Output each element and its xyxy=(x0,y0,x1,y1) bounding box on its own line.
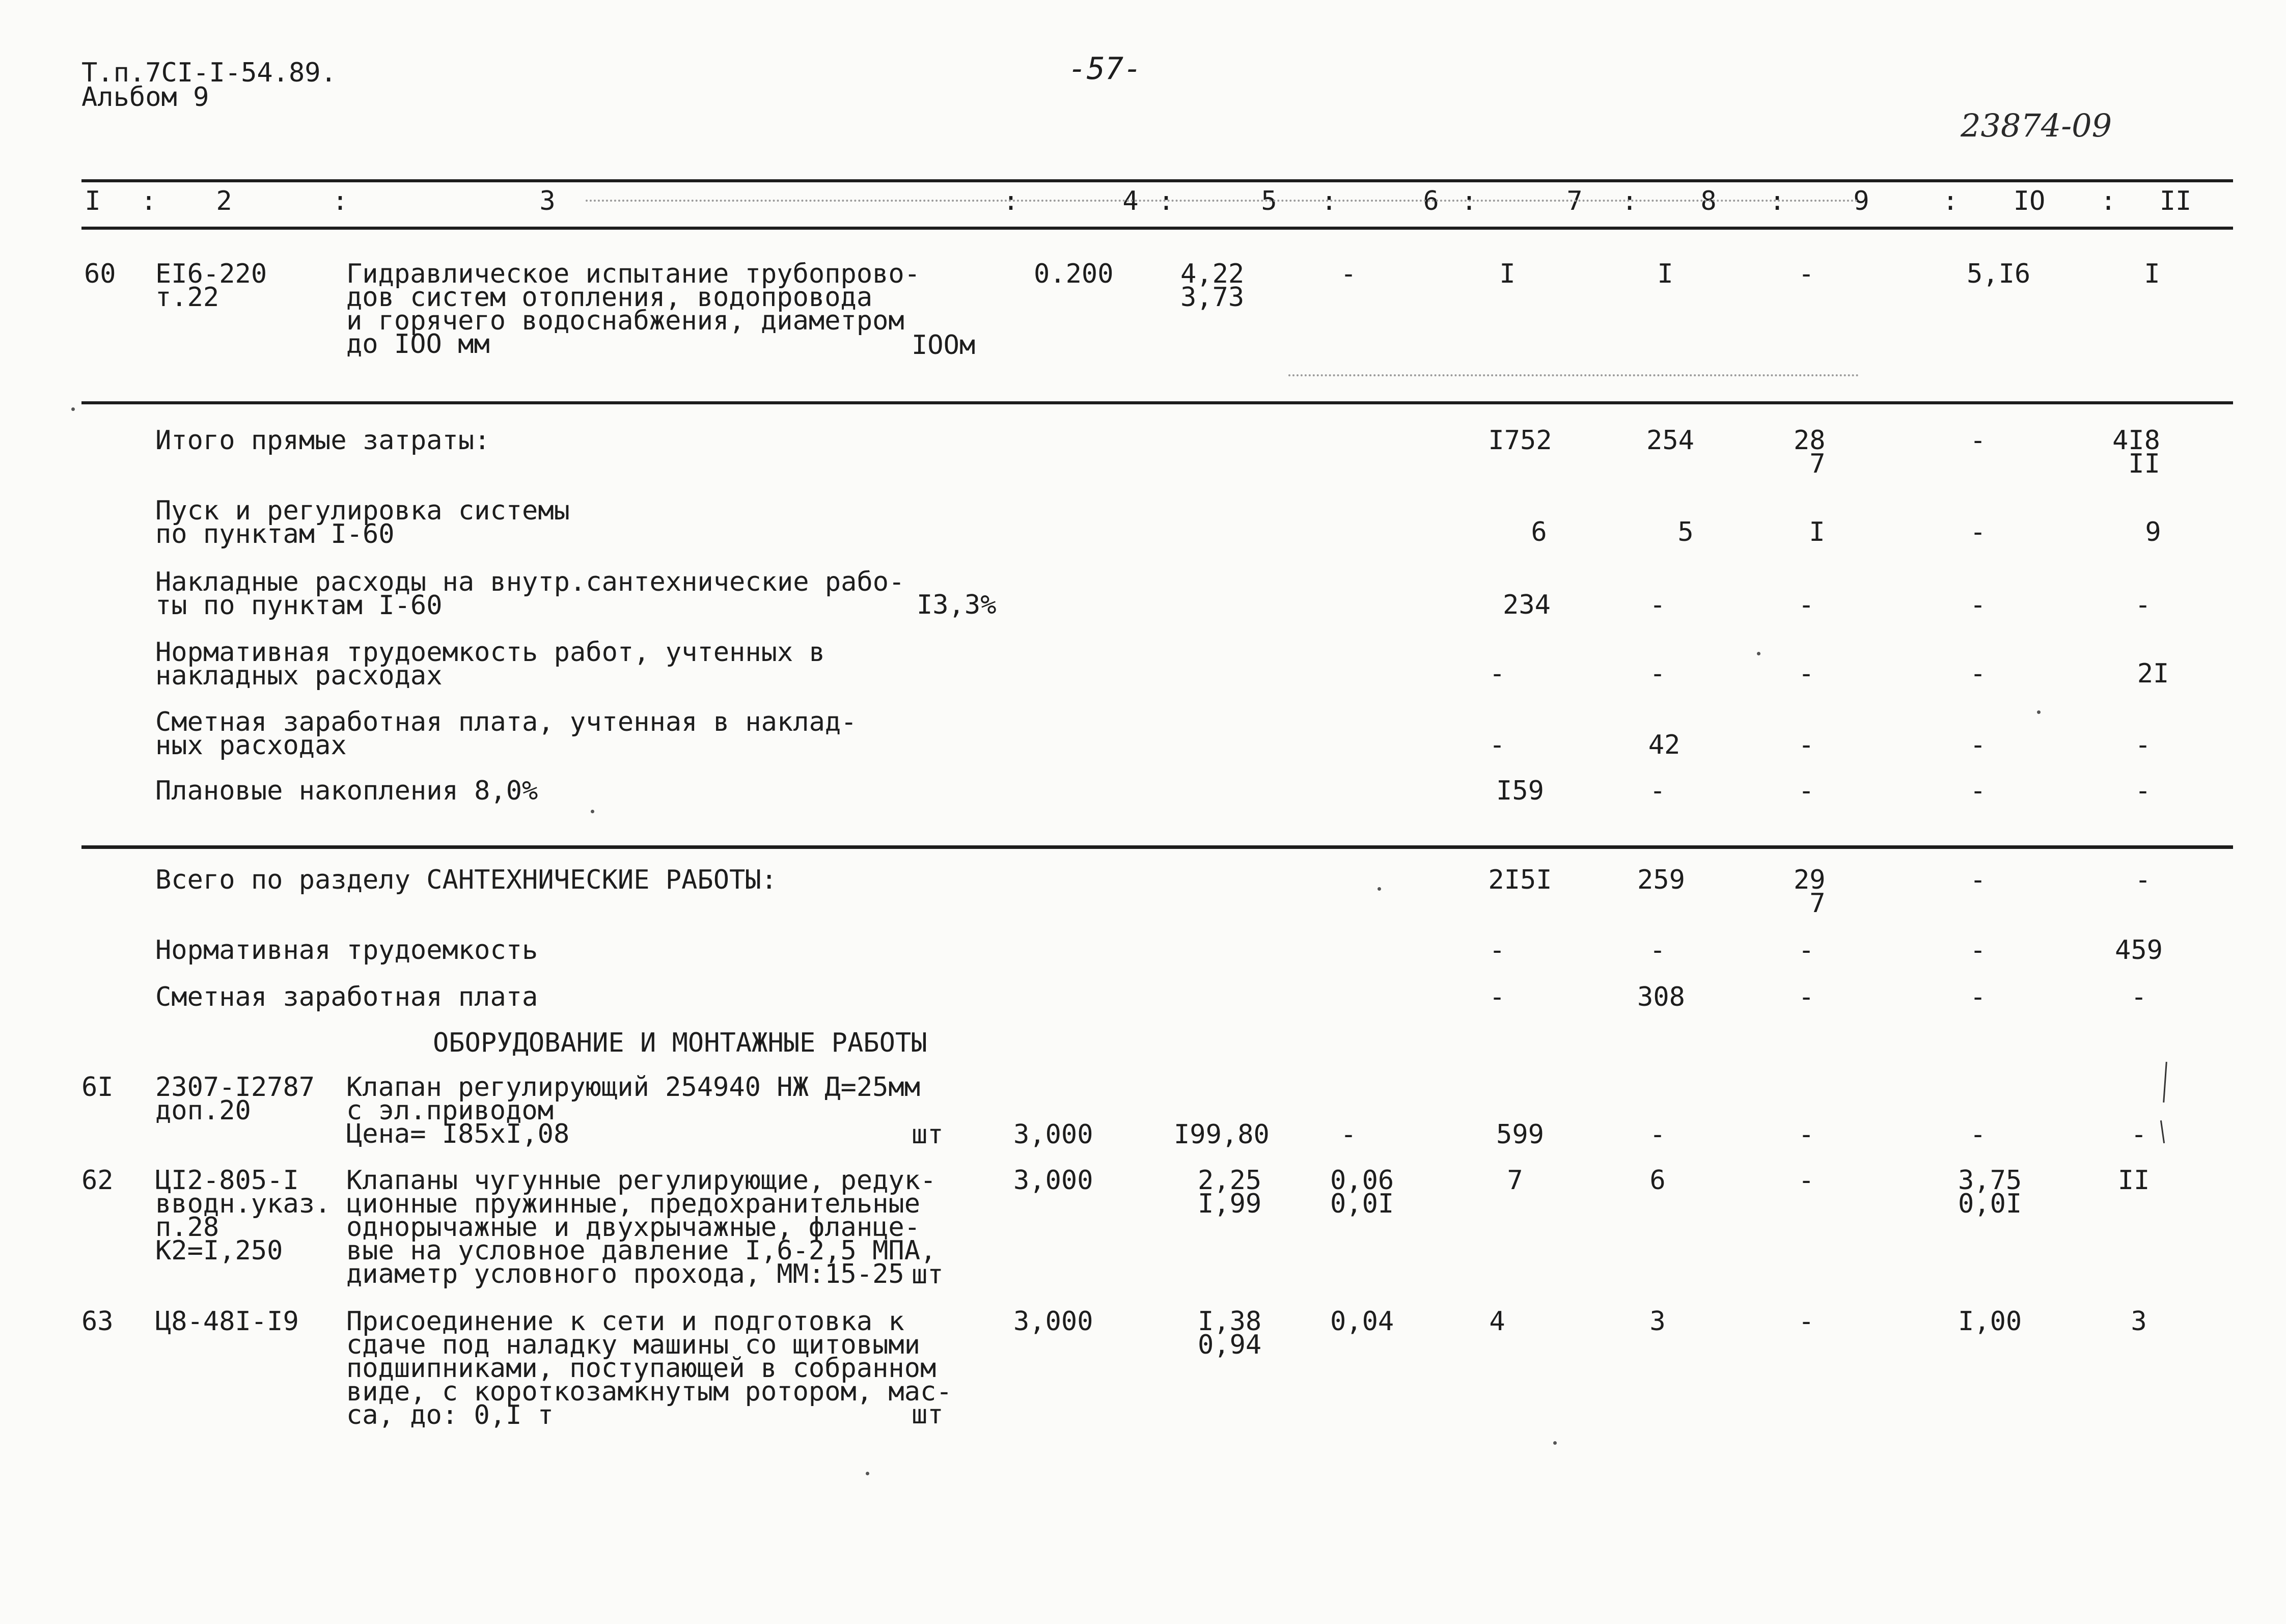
col-header-5: 5 xyxy=(1261,186,1277,216)
row60-col6: - xyxy=(1340,259,1357,289)
summary-wages-overhead-col11: - xyxy=(2135,730,2151,760)
scan-speck xyxy=(71,407,75,411)
summary-overhead-col10: - xyxy=(1970,590,1986,620)
album-number: Альбом 9 xyxy=(81,82,209,113)
row63-col10: I,00 xyxy=(1958,1306,2022,1337)
summary-wages-overhead-col8: 42 xyxy=(1648,730,1681,760)
col-header-4: 4 xyxy=(1122,186,1139,216)
row60-code: EI6-220 т.22 xyxy=(155,259,267,313)
row63-code: Ц8-48I-I9 xyxy=(155,1306,299,1337)
row61-quantity: 3,000 xyxy=(1013,1119,1093,1150)
summary-direct-costs-col9: 28 7 xyxy=(1794,425,1826,479)
row62-unit: шт xyxy=(912,1259,944,1290)
row61-col7: 599 xyxy=(1496,1119,1544,1150)
scan-speck xyxy=(1757,652,1760,655)
section-total-col9: 29 7 xyxy=(1794,865,1826,919)
section-labor-col11: 459 xyxy=(2115,935,2163,966)
header-bottom-rule xyxy=(81,227,2233,230)
summary-direct-costs-col8: 254 xyxy=(1646,425,1694,456)
row61-col11: - xyxy=(2131,1119,2147,1150)
summary-planned-savings-col10: - xyxy=(1970,776,1986,806)
col-header-11: II xyxy=(2159,186,2192,216)
header-dotted-guide xyxy=(586,200,1859,202)
section-wages-col7: - xyxy=(1489,982,1505,1012)
row60-col5: 4,22 3,73 xyxy=(1180,259,1245,313)
col-separator: : xyxy=(1321,186,1337,216)
summary-labor-overhead-col8: - xyxy=(1649,658,1666,689)
row62-code: ЦI2-805-I вводн.указ. п.28 К2=I,250 xyxy=(155,1165,331,1266)
row62-col7: 7 xyxy=(1507,1165,1523,1196)
summary-wages-overhead-col9: - xyxy=(1798,730,1814,760)
row61-col8: - xyxy=(1649,1119,1666,1150)
col-separator: : xyxy=(141,186,157,216)
row60-col8: I xyxy=(1657,259,1673,289)
summary-overhead-col9: - xyxy=(1798,590,1814,620)
section-total-col11: - xyxy=(2135,865,2151,895)
scan-speck xyxy=(1553,1441,1557,1445)
col-header-7: 7 xyxy=(1566,186,1583,216)
row61-col9: - xyxy=(1798,1119,1814,1150)
section-total-col8: 259 xyxy=(1637,865,1685,895)
summary-overhead-col7: 234 xyxy=(1503,590,1551,620)
block-rule-2 xyxy=(81,845,2233,849)
block-rule-1 xyxy=(81,401,2233,404)
summary-direct-costs-col11: 4I8 II xyxy=(2112,425,2160,479)
summary-startup-col9: I xyxy=(1809,517,1825,547)
summary-startup-col8: 5 xyxy=(1677,517,1694,547)
row63-col6: 0,04 xyxy=(1330,1306,1394,1337)
row62-col10: 3,75 0,0I xyxy=(1958,1165,2022,1219)
row62-quantity: 3,000 xyxy=(1013,1165,1093,1196)
row60-quantity: 0.200 xyxy=(1034,259,1114,289)
section-wages-col9: - xyxy=(1798,982,1814,1012)
summary-direct-costs-col7: I752 xyxy=(1488,425,1552,456)
row61-col10: - xyxy=(1970,1119,1986,1150)
margin-mark xyxy=(2163,1062,2167,1103)
section-total-col10: - xyxy=(1970,865,1986,895)
row60-dotted-guide xyxy=(1288,374,1859,376)
col-separator: : xyxy=(1769,186,1785,216)
row61-number: 6I xyxy=(81,1072,114,1103)
summary-overhead-rate: I3,3% xyxy=(917,590,997,620)
summary-wages-overhead-col7: - xyxy=(1489,730,1505,760)
row63-unit: шт xyxy=(912,1399,944,1430)
col-header-2: 2 xyxy=(216,186,232,216)
handwritten-stamp: 23874-09 xyxy=(1961,107,2112,144)
summary-wages-overhead-col10: - xyxy=(1970,730,1986,760)
summary-labor-overhead-col10: - xyxy=(1970,658,1986,689)
col-header-3: 3 xyxy=(539,186,556,216)
summary-labor-overhead-col9: - xyxy=(1798,658,1814,689)
row61-code: 2307-I2787 доп.20 xyxy=(155,1072,315,1126)
row63-description: Присоединение к сети и подготовка к сдаче под наладку машины со щитовыми подшипниками, поступающей в собранном виде, с короткозамкнутым ротором, мас- са, до: 0,I т xyxy=(346,1306,952,1430)
col-header-9: 9 xyxy=(1853,186,1869,216)
summary-planned-savings-label: Плановые накопления 8,0% xyxy=(155,776,538,806)
summary-direct-costs-label: Итого прямые затраты: xyxy=(155,425,490,456)
summary-overhead-col11: - xyxy=(2135,590,2151,620)
summary-wages-overhead-label: Сметная заработная плата, учтенная в наклад- ных расходах xyxy=(155,707,857,761)
page-number: -57- xyxy=(1068,51,1142,87)
summary-direct-costs-col10: - xyxy=(1970,425,1986,456)
section-wages-col11: - xyxy=(2131,982,2147,1012)
summary-labor-overhead-col7: - xyxy=(1489,658,1505,689)
scan-speck xyxy=(1378,887,1381,891)
summary-startup-label: Пуск и регулировка системы по пунктам I-60 xyxy=(155,496,570,549)
section-wages-label: Сметная заработная плата xyxy=(155,982,538,1012)
col-header-6: 6 xyxy=(1423,186,1439,216)
row60-unit: IOOм xyxy=(912,330,976,361)
section-labor-col8: - xyxy=(1649,935,1666,966)
row61-col5: I99,80 xyxy=(1174,1119,1270,1150)
row63-col5: I,38 0,94 xyxy=(1198,1306,1262,1360)
row61-col6: - xyxy=(1340,1119,1357,1150)
col-separator: : xyxy=(2100,186,2116,216)
row61-description: Клапан регулирующий 254940 НЖ Д=25мм с эл.приводом Цена= I85xI,08 xyxy=(346,1072,921,1149)
section-total-col7: 2I5I xyxy=(1488,865,1552,895)
row62-number: 62 xyxy=(81,1165,114,1196)
summary-startup-col7: 6 xyxy=(1531,517,1547,547)
margin-mark xyxy=(2160,1120,2165,1143)
row60-number: 60 xyxy=(84,259,116,289)
scan-speck xyxy=(591,810,594,813)
summary-startup-col10: - xyxy=(1970,517,1986,547)
col-header-1: I xyxy=(85,186,101,216)
summary-planned-savings-col8: - xyxy=(1649,776,1666,806)
row63-col11: 3 xyxy=(2131,1306,2147,1337)
row62-col9: - xyxy=(1798,1165,1814,1196)
document-reference: Т.п.7СI-I-54.89. xyxy=(81,58,337,88)
row63-number: 63 xyxy=(81,1306,114,1337)
header-top-rule xyxy=(81,179,2233,182)
summary-planned-savings-col11: - xyxy=(2135,776,2151,806)
scan-speck xyxy=(2037,710,2041,714)
row62-col5: 2,25 I,99 xyxy=(1198,1165,1262,1219)
row62-description: Клапаны чугунные регулирующие, редук- ционные пружинные, предохранительные однорычажные и двухрычажные, фланце- вые на условное давление I,6-2,5 МПА, диаметр условного прохода, ММ:15-25 xyxy=(346,1165,937,1289)
summary-planned-savings-col7: I59 xyxy=(1496,776,1544,806)
summary-startup-col11: 9 xyxy=(2145,517,2161,547)
col-separator: : xyxy=(1158,186,1174,216)
section-labor-col9: - xyxy=(1798,935,1814,966)
row60-col10: 5,I6 xyxy=(1967,259,2031,289)
col-separator: : xyxy=(1621,186,1638,216)
col-header-10: IO xyxy=(2013,186,2046,216)
summary-labor-overhead-col11: 2I xyxy=(2137,658,2169,689)
col-header-8: 8 xyxy=(1700,186,1717,216)
row60-col7: I xyxy=(1499,259,1516,289)
row62-col8: 6 xyxy=(1649,1165,1666,1196)
summary-planned-savings-col9: - xyxy=(1798,776,1814,806)
section-wages-col8: 308 xyxy=(1637,982,1685,1012)
section-labor-label: Нормативная трудоемкость xyxy=(155,935,538,966)
col-separator: : xyxy=(1942,186,1959,216)
row63-col7: 4 xyxy=(1489,1306,1505,1337)
row60-col11: I xyxy=(2144,259,2160,289)
row62-col11: II xyxy=(2117,1165,2150,1196)
scan-speck xyxy=(866,1472,869,1475)
section-total-label: Всего по разделу САНТЕХНИЧЕСКИЕ РАБОТЫ: xyxy=(155,865,777,895)
row63-col9: - xyxy=(1798,1306,1814,1337)
row63-quantity: 3,000 xyxy=(1013,1306,1093,1337)
section-labor-col7: - xyxy=(1489,935,1505,966)
summary-overhead-label: Накладные расходы на внутр.сантехнические рабо- ты по пунктам I-60 xyxy=(155,567,905,621)
section-wages-col10: - xyxy=(1970,982,1986,1012)
row62-col6: 0,06 0,0I xyxy=(1330,1165,1394,1219)
col-separator: : xyxy=(1461,186,1477,216)
row60-description: Гидравлическое испытание трубопрово- дов систем отопления, водопровода и горячего водоснабжения, диаметром до IOO мм xyxy=(346,259,921,360)
row60-col9: - xyxy=(1798,259,1814,289)
col-separator: : xyxy=(332,186,348,216)
equipment-section-heading: ОБОРУДОВАНИЕ И МОНТАЖНЫЕ РАБОТЫ xyxy=(433,1028,927,1058)
row63-col8: 3 xyxy=(1649,1306,1666,1337)
col-separator: : xyxy=(1003,186,1019,216)
summary-labor-overhead-label: Нормативная трудоемкость работ, учтенных в накладных расходах xyxy=(155,637,825,691)
row61-unit: шт xyxy=(912,1119,944,1150)
summary-overhead-col8: - xyxy=(1649,590,1666,620)
section-labor-col10: - xyxy=(1970,935,1986,966)
